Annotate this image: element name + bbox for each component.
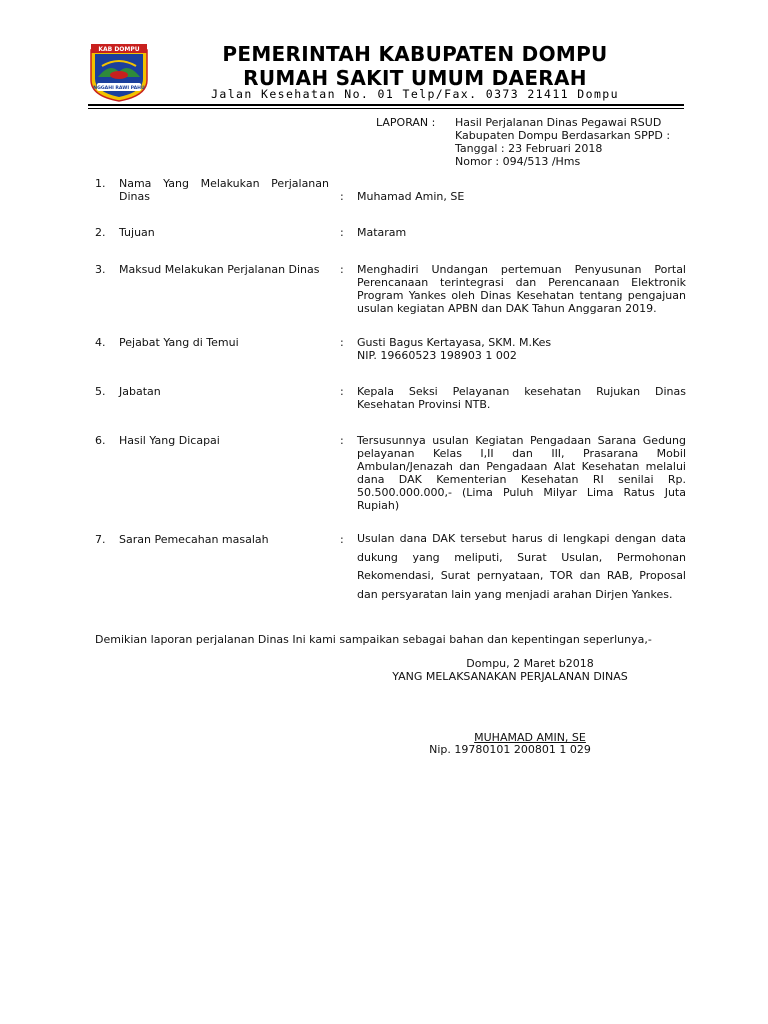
- item-6-value-line: Tersusunnya usulan Kegiatan Pengadaan Sarana Gedung: [357, 434, 686, 447]
- item-6-value-line: dana DAK Kementerian Kesehatan RI senilai Rp.: [357, 473, 686, 486]
- item-6-label: Hasil Yang Dicapai: [119, 434, 220, 447]
- item-6-value-line: Ambulan/Jenazah dan Pengadaan Alat Kesehatan melalui: [357, 460, 686, 473]
- item-6-value-line: pelayanan Kelas I,II dan III, Prasarana Mobil: [357, 447, 686, 460]
- item-2-number: 2.: [95, 226, 106, 239]
- item-5-value: [357, 385, 686, 411]
- item-5-value-line: Kepala Seksi Pelayanan kesehatan Rujukan Dinas: [357, 385, 686, 398]
- item-4-value-line: Gusti Bagus Kertayasa, SKM. M.Kes: [357, 336, 552, 349]
- report-tanggal: Tanggal : 23 Februari 2018: [455, 142, 603, 155]
- regency-logo: [88, 44, 150, 102]
- item-1-number: 1.: [95, 177, 106, 190]
- item-2-value: Mataram: [357, 226, 407, 239]
- item-3-value: [357, 263, 686, 315]
- item-3-value-line: Perencanaan terintegrasi dan Perencanaan Elektronik: [357, 276, 686, 289]
- report-line-1: Hasil Perjalanan Dinas Pegawai RSUD: [455, 116, 662, 129]
- item-7-colon: :: [340, 533, 344, 546]
- report-info: [455, 116, 695, 168]
- item-6-number: 6.: [95, 434, 106, 447]
- item-3-value-line: usulan kegiatan APBN dan DAK Tahun Anggaran 2019.: [357, 302, 657, 315]
- signature-title: YANG MELAKSANAKAN PERJALANAN DINAS: [392, 670, 628, 683]
- item-1-value: Muhamad Amin, SE: [357, 190, 465, 203]
- item-4-value-line: NIP. 19660523 198903 1 002: [357, 349, 517, 362]
- item-3-colon: :: [340, 263, 344, 276]
- item-7-label: Saran Pemecahan masalah: [119, 533, 269, 546]
- signatory-name: MUHAMAD AMIN, SE: [474, 731, 586, 744]
- item-4-colon: :: [340, 336, 344, 349]
- item-6-colon: :: [340, 434, 344, 447]
- logo-text-top: KAB DOMPU: [98, 46, 140, 53]
- item-1-label-line-1: Nama Yang Melakukan Perjalanan: [119, 177, 329, 190]
- item-3-label: Maksud Melakukan Perjalanan Dinas: [119, 263, 320, 276]
- signature-place-date: Dompu, 2 Maret b2018: [466, 657, 594, 670]
- item-1-label: [119, 177, 329, 203]
- item-7-value-line: dukung yang meliputi, Surat Usulan, Permohonan: [357, 550, 686, 564]
- item-7-value-line: Rekomendasi, Surat pernyataan, TOR dan RAB, Proposal: [357, 569, 686, 582]
- report-nomor: Nomor : 094/513 /Hms: [455, 155, 581, 168]
- item-1-colon: :: [340, 190, 344, 203]
- item-6-value-line: 50.500.000.000,- (Lima Puluh Milyar Lima Ratus Juta: [357, 486, 686, 499]
- item-7-value-line: dan persyaratan lain yang menjadi arahan Dirjen Yankes.: [357, 587, 673, 601]
- item-5-value-line: Kesehatan Provinsi NTB.: [357, 398, 491, 411]
- item-5-label: Jabatan: [119, 385, 161, 398]
- header-hospital: RUMAH SAKIT UMUM DAERAH: [243, 66, 587, 90]
- item-4-number: 4.: [95, 336, 106, 349]
- item-6-value-line: Rupiah): [357, 499, 400, 512]
- item-2-label: Tujuan: [119, 226, 155, 239]
- logo-text-bottom: NGGAHI RAWI PAHU: [93, 86, 145, 91]
- item-3-number: 3.: [95, 263, 106, 276]
- item-6-value: [357, 434, 686, 512]
- closing-statement: Demikian laporan perjalanan Dinas Ini kami sampaikan sebagai bahan dan kepentingan seperlunya,-: [95, 633, 652, 646]
- item-1-label-line-2: Dinas: [119, 190, 150, 203]
- item-7-value-line: Usulan dana DAK tersebut harus di lengkapi dengan data: [357, 532, 686, 545]
- signatory-nip: Nip. 19780101 200801 1 029: [429, 743, 591, 756]
- item-2-colon: :: [340, 226, 344, 239]
- header-rule-thick: [88, 104, 684, 106]
- header-address: Jalan Kesehatan No. 01 Telp/Fax. 0373 21411 Dompu: [211, 87, 619, 101]
- item-4-label: Pejabat Yang di Temui: [119, 336, 239, 349]
- item-5-colon: :: [340, 385, 344, 398]
- item-5-number: 5.: [95, 385, 106, 398]
- report-key: LAPORAN :: [376, 116, 436, 129]
- header-government: PEMERINTAH KABUPATEN DOMPU: [222, 42, 608, 66]
- item-4-value: [357, 336, 686, 362]
- item-3-value-line: Program Yankes oleh Dinas Kesehatan tentang pengajuan: [357, 289, 686, 302]
- item-7-number: 7.: [95, 533, 106, 546]
- report-line-2: Kabupaten Dompu Berdasarkan SPPD :: [455, 129, 671, 142]
- item-3-value-line: Menghadiri Undangan pertemuan Penyusunan Portal: [357, 263, 686, 276]
- item-7-value: [357, 530, 686, 604]
- header-rule-thin: [88, 108, 684, 109]
